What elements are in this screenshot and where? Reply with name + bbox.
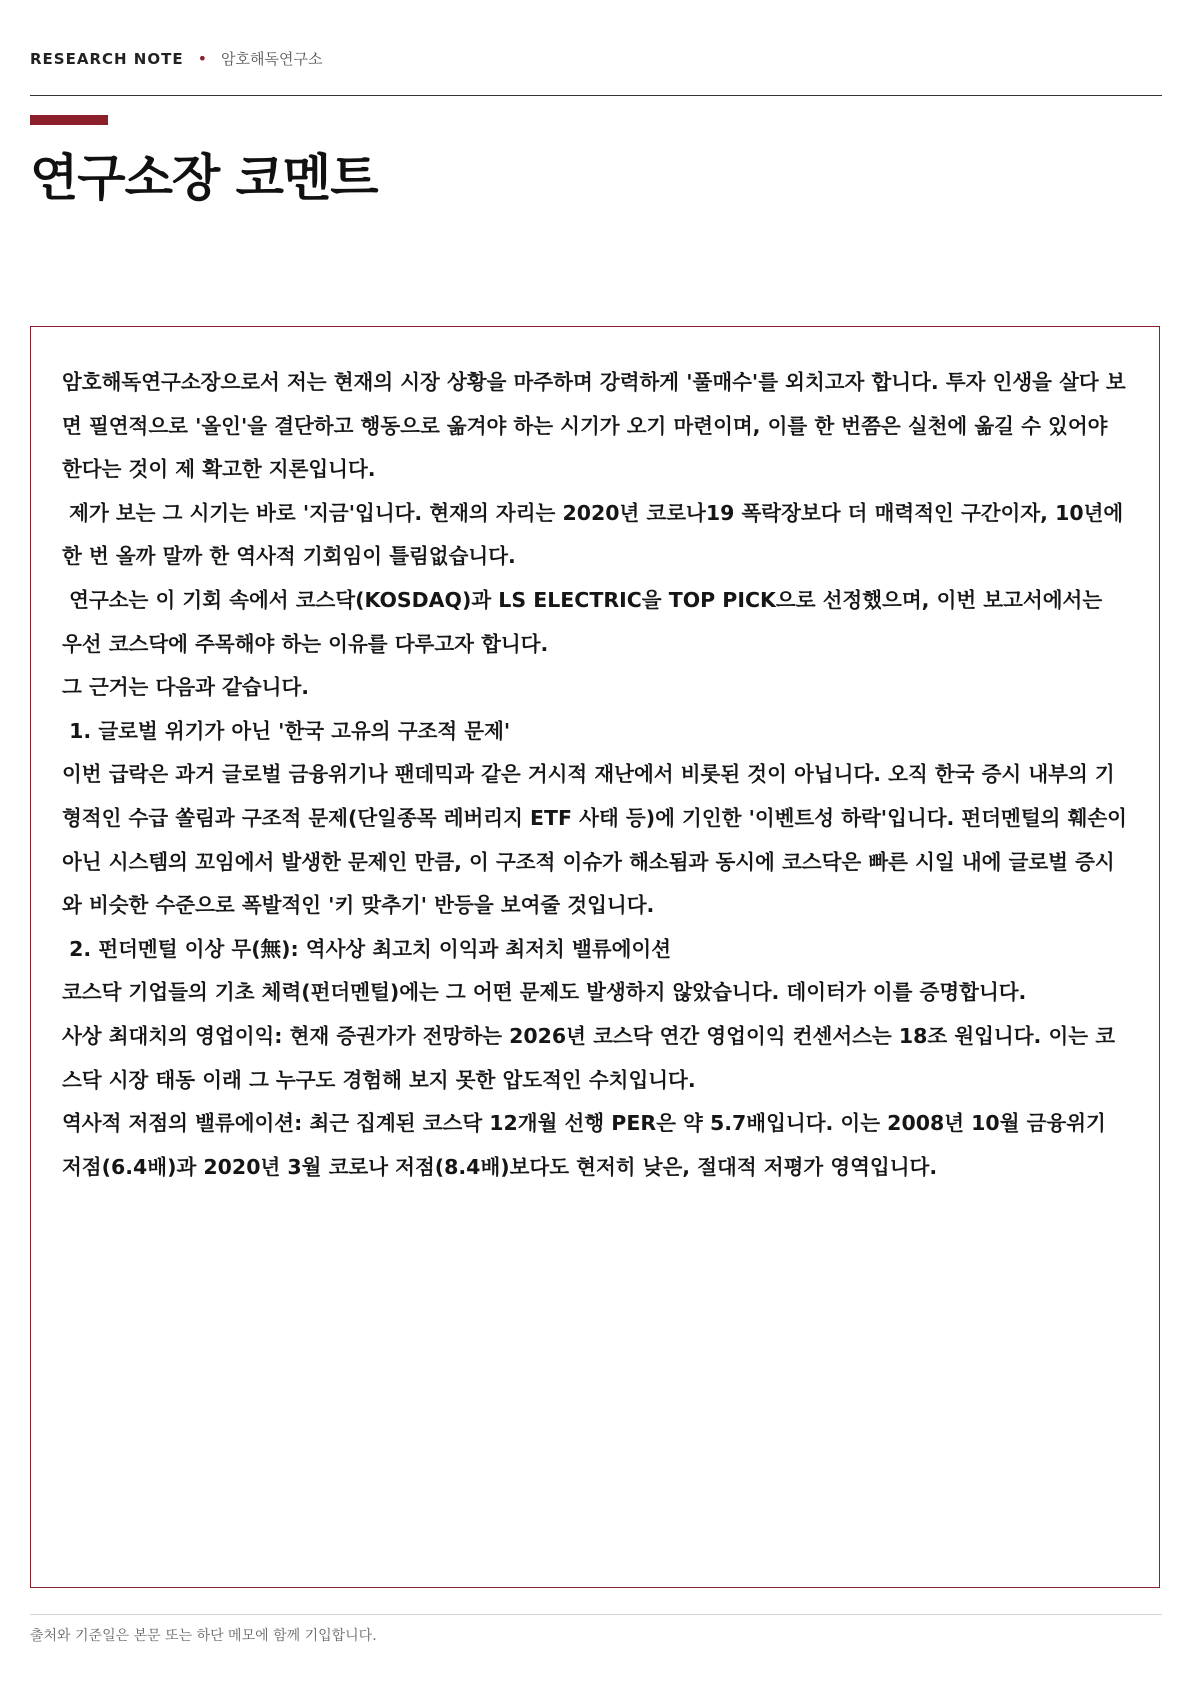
paragraph-section-1: 이번 급락은 과거 글로벌 금융위기나 팬데믹과 같은 거시적 재난에서 비롯된 것이 아닙니다. 오직 한국 증시 내부의 기형적인 수급 쏠림과 구조적 문제(단일종목 레버리지 ETF 사태 등)에 기인한 '이벤트성 하락'입니다. 펀더멘털의 훼손이 아닌 시스템의 꼬임에서 발생한 문제인 만큼, 이 구조적 이슈가 해소됨과 동시에 코스닥은 빠른 시일 내에 글로벌 증시와 비슷한 수준으로 폭발적인 '키 맞추기' 반등을 보여줄 것입니다. bbox=[62, 762, 1135, 918]
footer-divider bbox=[30, 1614, 1162, 1615]
paragraph-intro: 암호해독연구소장으로서 저는 현재의 시장 상황을 마주하며 강력하게 '풀매수'를 외치고자 합니다. 투자 인생을 살다 보면 필연적으로 '올인'을 결단하고 행동으로 옮겨야 하는 시기가 오기 마련이며, 이를 한 번쯤은 실천에 옮길 수 있어야 한다는 것이 제 확고한 지론입니다. bbox=[62, 370, 1126, 482]
organization-name: 암호해독연구소 bbox=[221, 50, 323, 68]
paragraph-operating-profit: 사상 최대치의 영업이익: 현재 증권가가 전망하는 2026년 코스닥 연간 영업이익 컨센서스는 18조 원입니다. 이는 코스닥 시장 태동 이래 그 누구도 경험해 보지 못한 압도적인 수치입니다. bbox=[62, 1023, 1116, 1092]
footer-note: 출처와 기준일은 본문 또는 하단 메모에 함께 기입합니다. bbox=[30, 1628, 377, 1644]
paragraph-valuation: 역사적 저점의 밸류에이션: 최근 집계된 코스닥 12개월 선행 PER은 약 5.7배입니다. 이는 2008년 10월 금융위기 저점(6.4배)과 2020년 3월 코로나 저점(8.4배)보다도 현저히 낮은, 절대적 저평가 영역입니다. bbox=[62, 1111, 1113, 1179]
section-heading-2: 2. 펀더멘털 이상 무(無): 역사상 최고치 이익과 최저치 밸류에이션 bbox=[62, 936, 671, 961]
section-heading-1: 1. 글로벌 위기가 아닌 '한국 고유의 구조적 문제' bbox=[62, 718, 511, 743]
report-header bbox=[30, 48, 322, 69]
page-title: 연구소장 코멘트 bbox=[30, 149, 378, 207]
separator-dot: • bbox=[197, 49, 208, 68]
comment-box bbox=[30, 326, 1160, 1588]
paragraph-top-pick: 연구소는 이 기회 속에서 코스닥(KOSDAQ)과 LS ELECTRIC을 TOP PICK으로 선정했으며, 이번 보고서에서는 우선 코스닥에 주목해야 하는 이유를 다루고자 합니다. bbox=[62, 587, 1110, 656]
header-divider bbox=[30, 95, 1162, 96]
paragraph-fundamentals: 코스닥 기업들의 기초 체력(펀더멘털)에는 그 어떤 문제도 발생하지 않았습니다. 데이터가 이를 증명합니다. bbox=[62, 980, 1027, 1005]
title-accent-bar bbox=[30, 115, 108, 125]
paragraph-timing: 제가 보는 그 시기는 바로 '지금'입니다. 현재의 자리는 2020년 코로나19 폭락장보다 더 매력적인 구간이자, 10년에 한 번 올까 말까 한 역사적 기회임이 틀림없습니다. bbox=[62, 500, 1131, 569]
report-type-label: RESEARCH NOTE bbox=[30, 49, 184, 68]
paragraph-rationale-lead: 그 근거는 다음과 같습니다. bbox=[62, 675, 310, 700]
